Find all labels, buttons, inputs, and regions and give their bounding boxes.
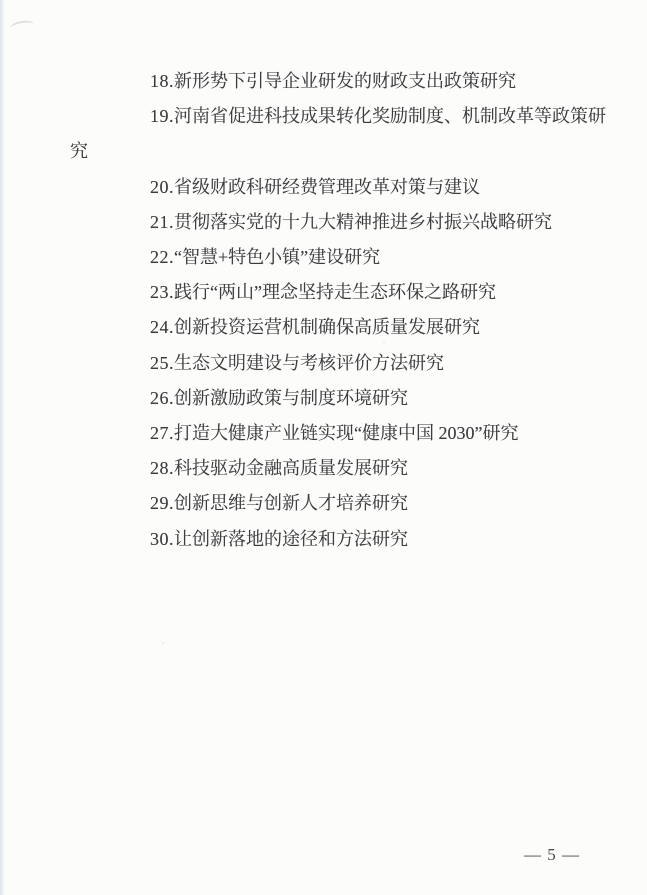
item-text: “智慧+特色小镇”建设研究 (174, 247, 381, 268)
item-number: 30. (150, 528, 174, 549)
item-number: 28. (150, 458, 174, 479)
list-item-24 (70, 310, 592, 345)
list-item-29 (70, 486, 592, 521)
item-number: 23. (150, 282, 174, 303)
list-item-23 (70, 275, 592, 310)
item-text: 创新思维与创新人才培养研究 (174, 493, 408, 514)
item-number: 22. (150, 247, 174, 268)
item-number: 27. (150, 423, 174, 444)
item-text: 让创新落地的途径和方法研究 (174, 528, 408, 549)
item-text: 生态文明建设与考核评价方法研究 (174, 352, 444, 373)
item-text: 省级财政科研经费管理改革对策与建议 (174, 176, 480, 197)
item-text: 践行“两山”理念坚持走生态环保之路研究 (174, 282, 496, 303)
list-item-18 (70, 64, 592, 99)
list-item-25 (70, 346, 592, 381)
item-number: 26. (150, 387, 174, 408)
list-item-19-continuation: 究 (70, 141, 88, 162)
item-number: 21. (150, 211, 174, 232)
paper-speck (162, 642, 164, 644)
item-number: 20. (150, 176, 174, 197)
topic-list (70, 64, 606, 557)
item-number: 29. (150, 493, 174, 514)
page-number: — 5 — (524, 845, 580, 864)
list-item-19 (70, 99, 606, 134)
item-text: 科技驱动金融高质量发展研究 (174, 458, 408, 479)
item-text: 创新投资运营机制确保高质量发展研究 (174, 317, 480, 338)
list-item-27 (70, 416, 592, 451)
item-text: 河南省促进科技成果转化奖励制度、机制改革等政策研 (174, 106, 606, 127)
item-text: 新形势下引导企业研发的财政支出政策研究 (174, 71, 516, 91)
item-text: 创新激励政策与制度环境研究 (174, 387, 408, 408)
list-item-26 (70, 381, 592, 416)
list-item-30 (70, 522, 592, 557)
item-text: 贯彻落实党的十九大精神推进乡村振兴战略研究 (174, 211, 552, 232)
item-text: 打造大健康产业链实现“健康中国 2030”研究 (174, 423, 519, 444)
list-item-21 (70, 205, 592, 240)
list-item-28 (70, 451, 592, 486)
item-number: 19. (150, 106, 174, 127)
item-number: 18. (150, 71, 174, 91)
scan-edge-artifact (0, 0, 5, 895)
item-number: 25. (150, 352, 174, 373)
item-number: 24. (150, 317, 174, 338)
list-item-20 (70, 170, 592, 205)
scratch-artifact (9, 19, 35, 34)
list-item-22 (70, 240, 592, 275)
